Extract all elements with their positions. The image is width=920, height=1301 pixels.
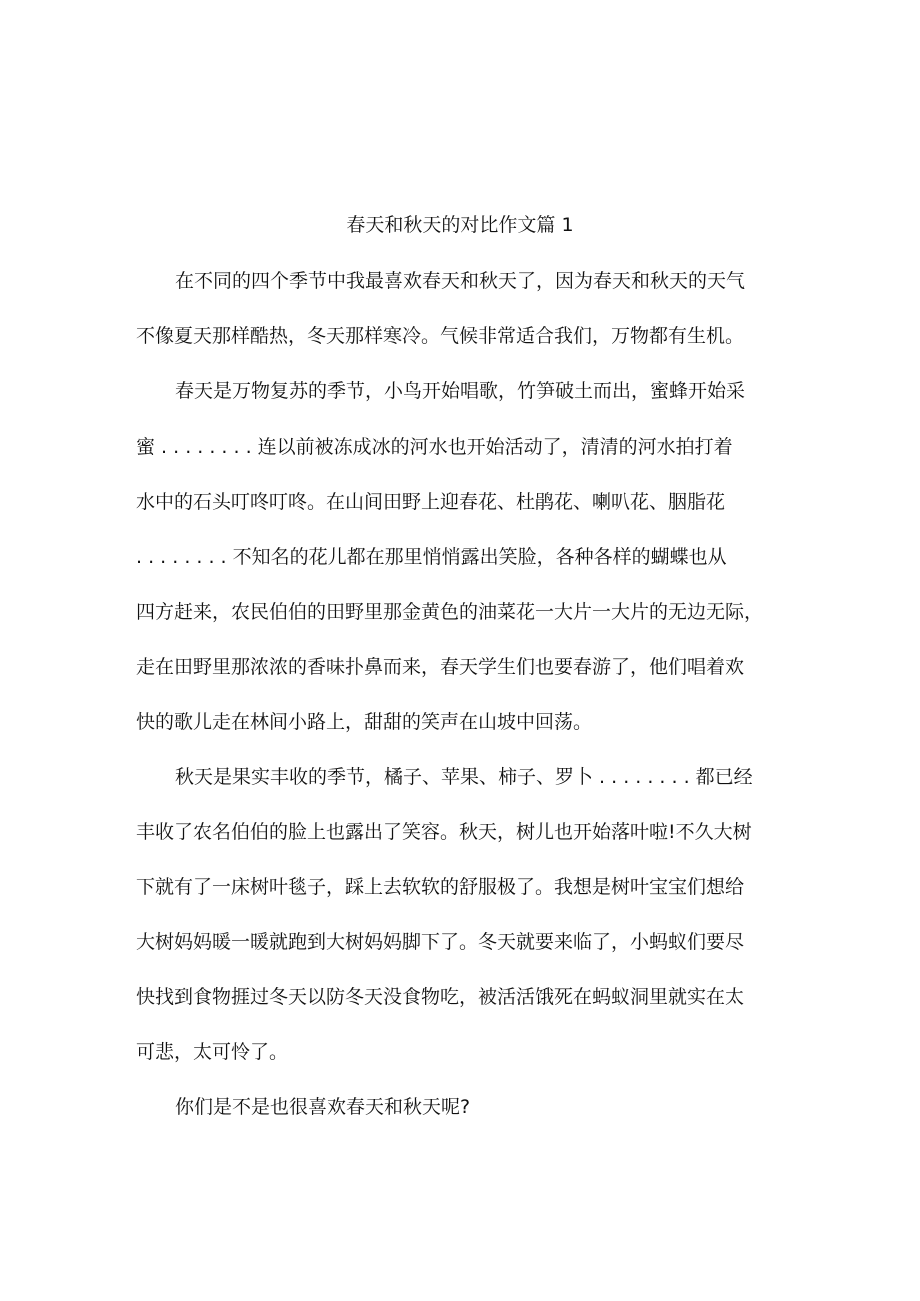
paragraph-2-line-6: 走在田野里那浓浓的香味扑鼻而来，春天学生们也要春游了，他们唱着欢 <box>136 656 745 678</box>
paragraph-3-line-4: 大树妈妈暖一暖就跑到大树妈妈脚下了。冬天就要来临了，小蚂蚁们要尽 <box>136 931 745 953</box>
paragraph-4-line-1: 你们是不是也很喜欢春天和秋天呢? <box>175 1096 471 1118</box>
paragraph-2-line-4: . . . . . . . . 不知名的花儿都在那里悄悄露出笑脸，各种各样的蝴蝶也从 <box>136 546 727 568</box>
paragraph-2-line-5: 四方赶来，农民伯伯的田野里那金黄色的油菜花一大片一大片的无边无际， <box>136 601 764 623</box>
paragraph-3-line-1: 秋天是果实丰收的季节，橘子、苹果、柿子、罗卜 . . . . . . . . 都已经 <box>175 766 753 788</box>
paragraph-3-line-6: 可悲，太可怜了。 <box>136 1041 289 1063</box>
paragraph-2-line-2: 蜜 . . . . . . . . 连以前被冻成冰的河水也开始活动了，清清的河水拍打着 <box>136 436 733 458</box>
paragraph-3-line-3: 下就有了一床树叶毯子，踩上去软软的舒服极了。我想是树叶宝宝们想给 <box>136 876 745 898</box>
paragraph-2-line-7: 快的歌儿走在林间小路上，甜甜的笑声在山坡中回荡。 <box>136 711 593 733</box>
paragraph-2-line-1: 春天是万物复苏的季节，小鸟开始唱歌，竹笋破土而出，蜜蜂开始采 <box>175 380 746 402</box>
paragraph-3-line-5: 快找到食物捱过冬天以防冬天没食物吃，被活活饿死在蚂蚁洞里就实在太 <box>136 986 745 1008</box>
paragraph-1-line-2: 不像夏天那样酷热，冬天那样寒冷。气候非常适合我们，万物都有生机。 <box>136 325 745 347</box>
paragraph-2-line-3: 水中的石头叮咚叮咚。在山间田野上迎春花、杜鹃花、喇叭花、胭脂花 <box>136 491 726 513</box>
document-title: 春天和秋天的对比作文篇 1 <box>346 214 574 236</box>
paragraph-3-line-2: 丰收了农名伯伯的脸上也露出了笑容。秋天，树儿也开始落叶啦!不久大树 <box>136 821 752 843</box>
paragraph-1-line-1: 在不同的四个季节中我最喜欢春天和秋天了，因为春天和秋天的天气 <box>175 270 746 292</box>
